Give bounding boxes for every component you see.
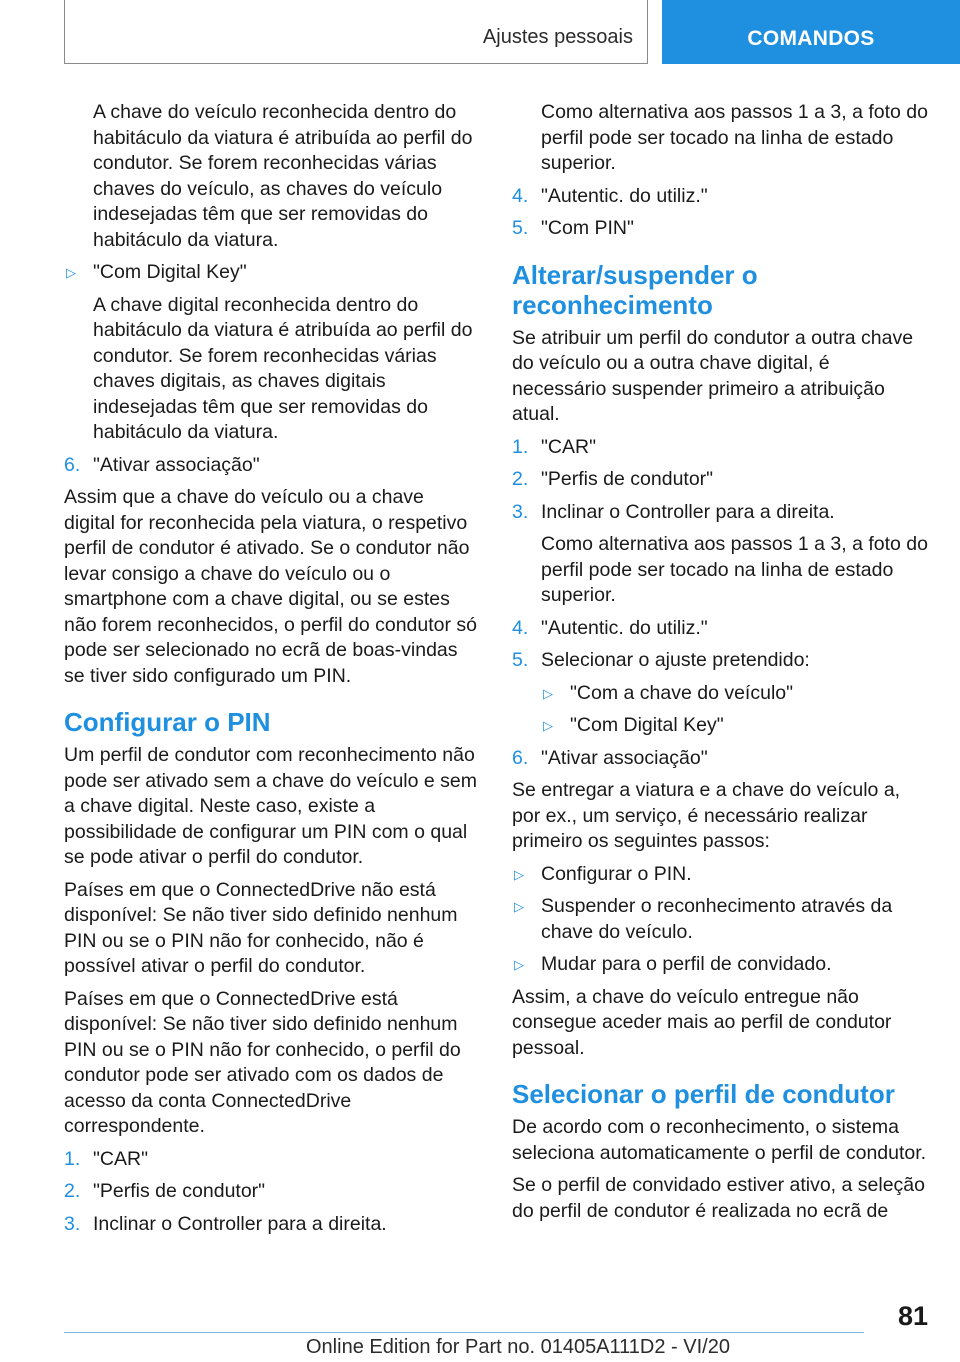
list-item-text: "CAR" (93, 1147, 149, 1170)
sub-list-item (512, 681, 928, 707)
list-item-text: "Com a chave do veículo" (570, 681, 794, 704)
step-number: 2. (512, 468, 529, 490)
page-number: 81 (897, 1301, 928, 1331)
list-item-text: "CAR" (541, 435, 597, 458)
list-item (512, 216, 928, 242)
list-item-text: Configurar o PIN. (541, 862, 692, 885)
step-number: 2. (64, 1180, 81, 1202)
list-item (64, 1212, 480, 1238)
paragraph: A chave do veículo reconhecida dentro do habitáculo da viatura é atribuída ao perfil do condutor. Se forem reconhecidas várias chaves do veículo, as chaves do veículo indesejadas têm que ser removidas do habitáculo da viatura. (93, 101, 473, 251)
step-number: 3. (64, 1212, 81, 1235)
paragraph: Países em que o ConnectedDrive está disponível: Se não tiver sido definido nenhum PIN ou se o PIN não for conhecido, o perfil do condutor pode ser ativado com os dados de acesso da conta ConnectedDrive correspondente. (64, 987, 461, 1137)
paragraph: Como alternativa aos passos 1 a 3, a foto do perfil pode ser tocado na linha de estado superior. (541, 101, 928, 174)
list-item-text: Mudar para o perfil de convidado. (541, 953, 832, 975)
step-number: 4. (512, 616, 529, 639)
paragraph: Um perfil de condutor com reconhecimento não pode ser ativado sem a chave do veículo e sem a chave digital. Neste caso, existe a possibilidade de configurar um PIN com o qual se pode ativar o perfil do condutor. (64, 744, 477, 868)
section-title: Ajustes pessoais (482, 26, 633, 48)
list-item (512, 746, 928, 772)
list-item (64, 1179, 480, 1205)
list-item (512, 648, 928, 674)
list-item (64, 260, 480, 286)
paragraph: Se entregar a viatura e a chave do veículo a, por ex., um serviço, é necessário realizar primeiro os seguintes passos: (512, 779, 901, 852)
section-heading: Configurar o PIN (64, 707, 271, 737)
section-heading: Alterar/suspender o reconhecimento (512, 259, 758, 320)
step-number: 6. (64, 453, 81, 476)
list-item (512, 616, 928, 642)
list-item (512, 467, 928, 493)
list-item-text: "Autentic. do utiliz." (541, 616, 708, 639)
right-column (512, 100, 928, 1231)
list-item-text: "Autentic. do utiliz." (541, 184, 708, 207)
list-item-text: "Ativar associação" (541, 746, 708, 769)
paragraph: Países em que o ConnectedDrive não está disponível: Se não tiver sido definido nenhum PIN ou se o PIN não for conhecido, não é possível ativar o perfil do condutor. (64, 878, 458, 977)
paragraph: Assim que a chave do veículo ou a chave digital for reconhecida pela viatura, o respetivo perfil de condutor é ativado. Se o condutor não levar consigo a chave do veículo ou o smartphone com a chave digital, ou se estes não forem reconhecidos, o perfil do condutor só pode ser selecionado no ecrã de boas-vindas se tiver sido configurado um PIN. (64, 486, 477, 687)
paragraph: Se o perfil de convidado estiver ativo, a seleção do perfil de condutor é realizada no ecrã de (512, 1174, 925, 1222)
paragraph: Se atribuir um perfil do condutor a outra chave do veículo ou a outra chave digital, é necessário suspender primeiro a atribuição atual. (512, 326, 914, 425)
paragraph: Como alternativa aos passos 1 a 3, a foto do perfil pode ser tocado na linha de estado superior. (541, 533, 928, 606)
list-item-text: "Ativar associação" (93, 453, 260, 476)
list-item-text: "Perfis de condutor" (93, 1180, 266, 1202)
step-number: 1. (64, 1147, 81, 1170)
list-item (64, 453, 480, 479)
list-item-text: Suspender o reconhecimento através da chave do veículo. (541, 895, 893, 943)
header-frame (64, 0, 648, 64)
triangle-bullet-icon: ▷ (66, 265, 76, 280)
sub-list-item (512, 713, 928, 739)
triangle-bullet-icon: ▷ (514, 899, 524, 914)
list-item (64, 1147, 480, 1173)
step-number: 6. (512, 746, 529, 769)
left-column (64, 100, 480, 1244)
step-number: 3. (512, 500, 529, 523)
list-item (512, 500, 928, 526)
triangle-bullet-icon: ▷ (543, 685, 553, 701)
list-item-text: "Com PIN" (541, 217, 634, 239)
paragraph: De acordo com o reconhecimento, o sistema seleciona automaticamente o perfil de condutor. (512, 1116, 927, 1164)
list-item-text: "Perfis de condutor" (541, 468, 714, 490)
step-number: 4. (512, 184, 529, 207)
list-item-text: Inclinar o Controller para a direita. (541, 500, 835, 523)
chapter-tab (662, 0, 960, 64)
step-number: 5. (512, 217, 529, 239)
list-item-text: "Com Digital Key" (570, 714, 724, 736)
step-number: 5. (512, 649, 529, 671)
paragraph: A chave digital reconhecida dentro do habitáculo da viatura é atribuída ao perfil do condutor. Se forem reconhecidas várias chaves digitais, as chaves digitais indesejadas têm que ser removidas do habitáculo da viatura. (93, 293, 473, 443)
paragraph: Assim, a chave do veículo entregue não consegue aceder mais ao perfil de condutor pessoal. (512, 985, 892, 1059)
list-item-text: "Com Digital Key" (93, 261, 247, 283)
list-item (512, 435, 928, 461)
section-heading: Selecionar o perfil de condutor (512, 1079, 895, 1109)
list-item (512, 184, 928, 210)
triangle-bullet-icon: ▷ (514, 957, 524, 972)
list-item (512, 862, 928, 888)
chapter-title: COMANDOS (747, 27, 875, 50)
footer-divider (64, 1332, 864, 1333)
list-item (512, 952, 928, 978)
step-number: 1. (512, 435, 529, 458)
triangle-bullet-icon: ▷ (543, 718, 553, 733)
list-item-text: Selecionar o ajuste pretendido: (541, 649, 810, 671)
triangle-bullet-icon: ▷ (514, 866, 524, 882)
list-item (512, 894, 928, 945)
edition-text: Online Edition for Part no. 01405A111D2 - VI/20 (306, 1336, 730, 1358)
list-item-text: Inclinar o Controller para a direita. (93, 1212, 387, 1235)
